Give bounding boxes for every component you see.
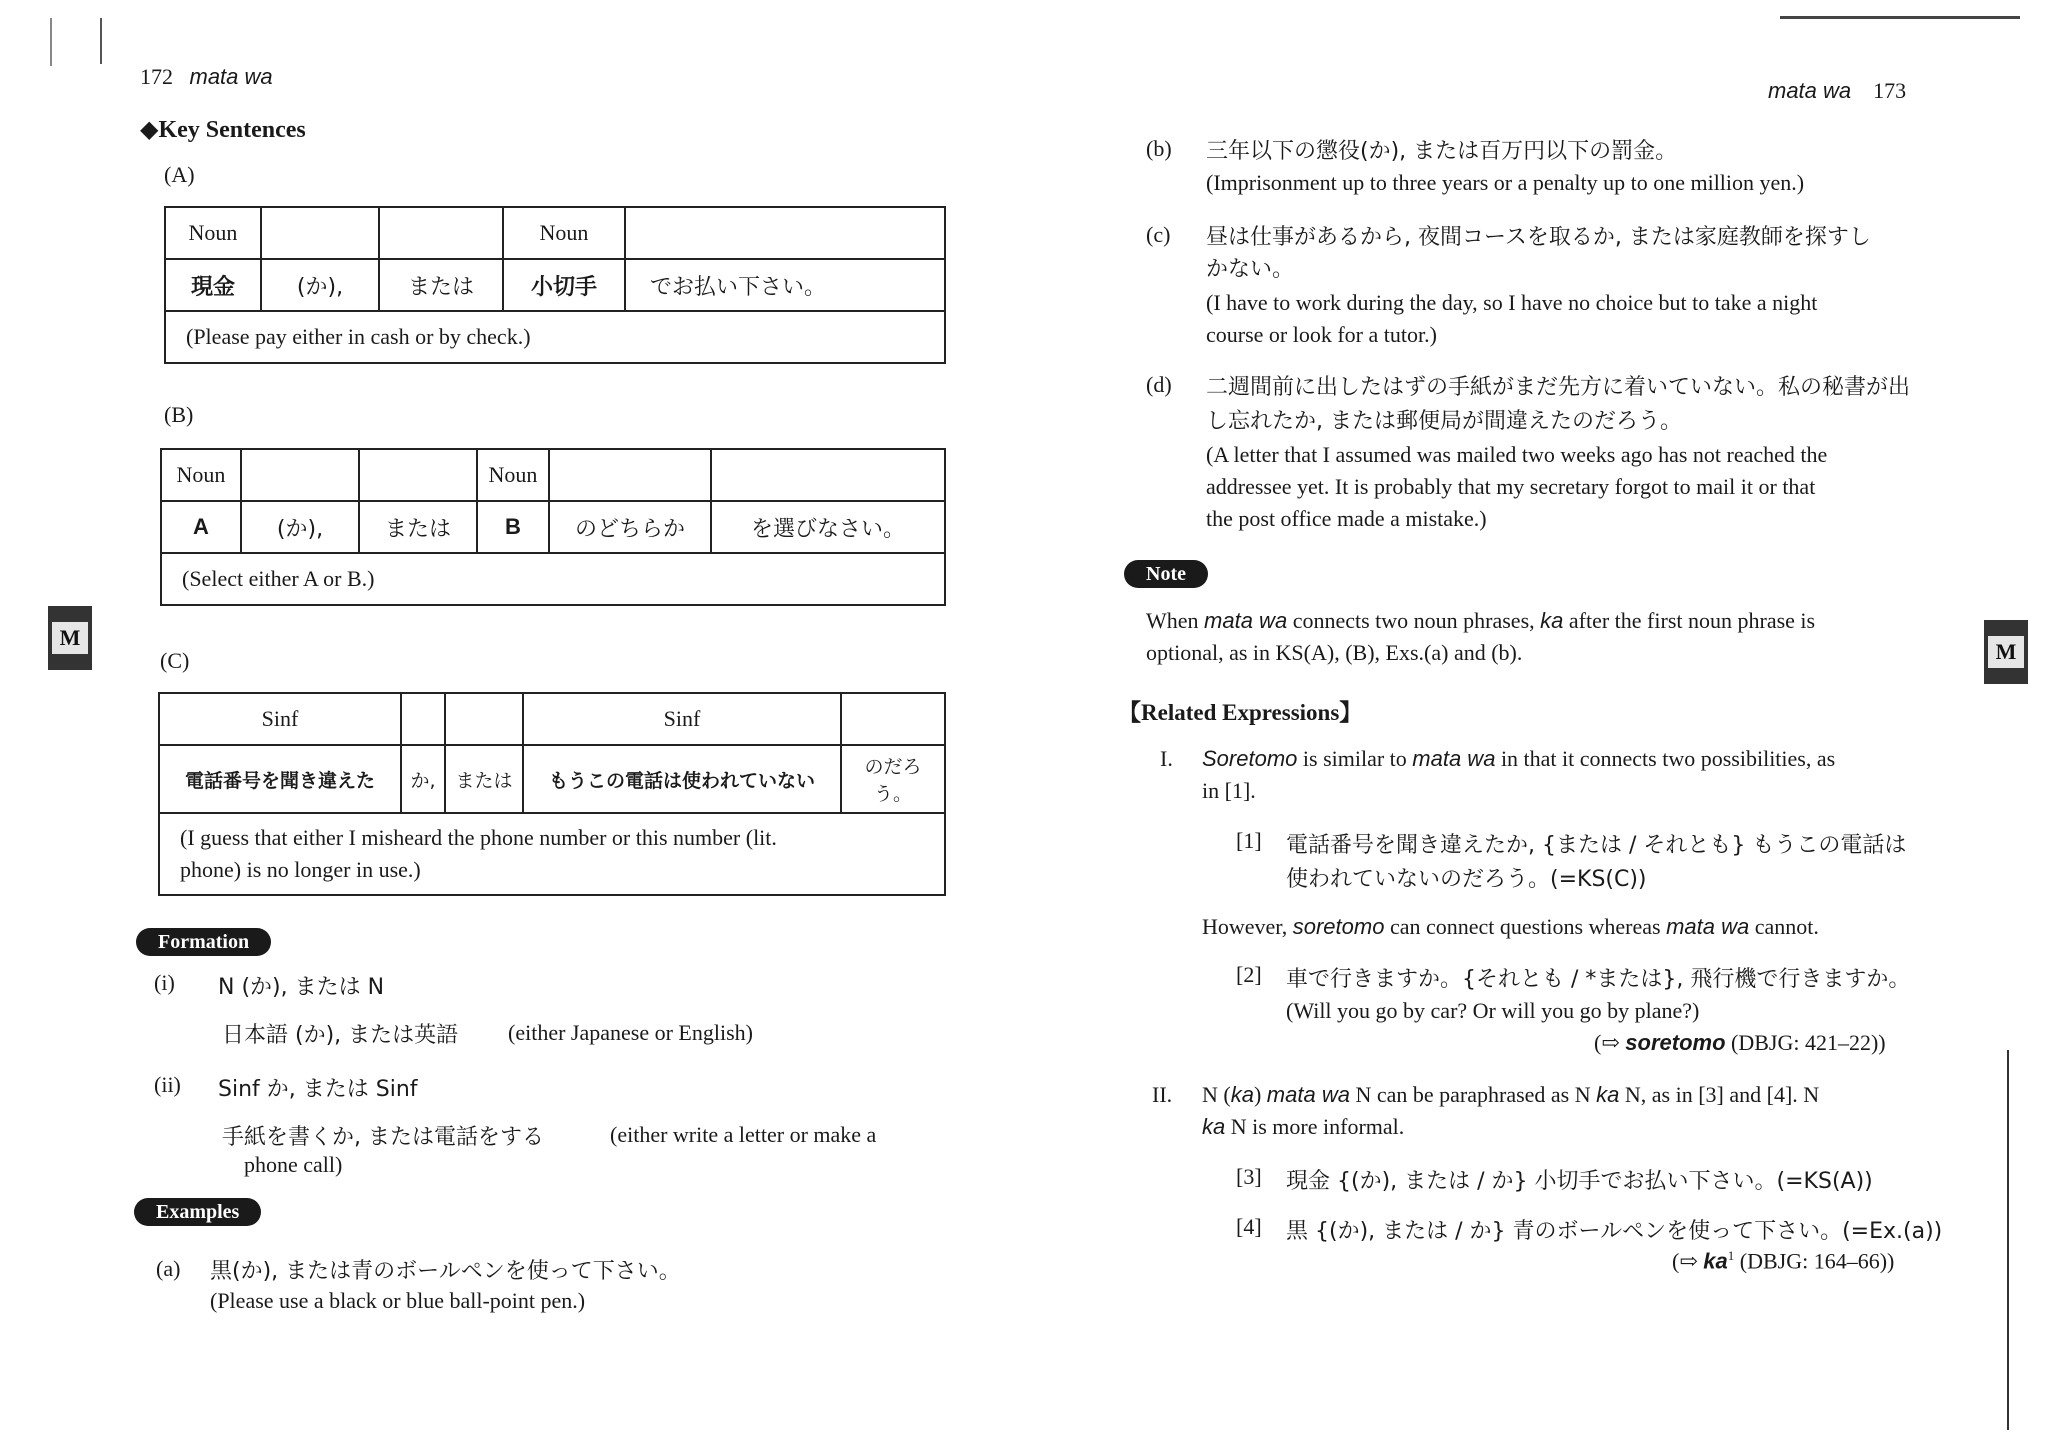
example-d-jp-2: し忘れたか, または郵便局が間違えたのだろう。 xyxy=(1206,409,1682,434)
example-c-jp-2: かない。 xyxy=(1206,257,1295,282)
formation-label: Formation xyxy=(136,928,271,956)
ks-a-table xyxy=(164,206,946,364)
reference-superscript: 1 xyxy=(1727,1248,1735,1263)
note-text: after the first noun phrase is xyxy=(1563,608,1816,633)
related-ex4-number: [4] xyxy=(1236,1214,1262,1239)
table-cell: (か), xyxy=(261,259,379,311)
table-cell: のどちらか xyxy=(549,501,711,553)
scan-artifact xyxy=(1780,16,2020,19)
related-term: mata wa xyxy=(1666,914,1750,939)
scan-artifact xyxy=(100,18,102,64)
example-d-en-2: addressee yet. It is probably that my secretary forgot to mail it or that xyxy=(1206,474,1816,499)
note-label: Note xyxy=(1124,560,1208,588)
table-cell xyxy=(379,207,503,259)
formation-i-number: (i) xyxy=(154,970,175,995)
table-cell: でお払い下さい。 xyxy=(625,259,945,311)
example-a-jp: 黒(か), または青のボールペンを使って下さい。 xyxy=(210,1259,681,1284)
example-a-en: (Please use a black or blue ball-point pen.) xyxy=(210,1288,586,1313)
example-c-en-2: course or look for a tutor.) xyxy=(1206,322,1437,347)
table-cell: Noun xyxy=(503,207,625,259)
table-cell xyxy=(445,693,523,745)
note-text: When xyxy=(1146,608,1205,633)
related-term: ka xyxy=(1202,1114,1226,1139)
reference-term: ka xyxy=(1703,1248,1728,1274)
example-d-en-1: (A letter that I assumed was mailed two weeks ago has not reached the xyxy=(1206,442,1828,467)
table-cell xyxy=(401,693,445,745)
related-text: N ( xyxy=(1202,1082,1231,1107)
related-text: can connect questions whereas xyxy=(1384,914,1667,939)
section-tab-m xyxy=(1984,620,2028,684)
reference-arrow: (⇨ xyxy=(1594,1030,1620,1055)
scan-artifact xyxy=(2007,1050,2009,1430)
note-text: connects two noun phrases, xyxy=(1287,608,1541,633)
table-cell: または xyxy=(359,501,477,553)
related-text: is similar to xyxy=(1297,746,1413,771)
ks-c-translation-line1: (I guess that either I misheard the phone number or this number (lit. xyxy=(180,825,777,850)
right-page xyxy=(1040,0,2048,1434)
table-cell: Noun xyxy=(477,449,549,501)
table-cell xyxy=(711,449,945,501)
related-ex3-number: [3] xyxy=(1236,1164,1262,1189)
note-text-line2: optional, as in KS(A), (B), Exs.(a) and (b). xyxy=(1146,640,1523,665)
table-cell: 現金 xyxy=(165,259,261,311)
reference-term: soretomo xyxy=(1625,1030,1726,1055)
reference-arrow: (⇨ xyxy=(1672,1248,1698,1274)
related-ex1-number: [1] xyxy=(1236,828,1262,853)
table-cell: または xyxy=(445,745,523,813)
table-cell: または xyxy=(379,259,503,311)
related-term: Soretomo xyxy=(1202,746,1298,771)
table-cell: のだろう。 xyxy=(841,745,945,813)
page-header-left xyxy=(140,64,273,90)
examples-label: Examples xyxy=(134,1198,261,1226)
page-number: 173 xyxy=(1873,78,1907,103)
ks-c-label: (C) xyxy=(160,648,190,673)
page-number: 172 xyxy=(140,64,173,89)
related-text: N is more informal. xyxy=(1225,1114,1405,1139)
example-b-jp: 三年以下の懲役(か), または百万円以下の罰金。 xyxy=(1206,139,1678,164)
table-cell: Noun xyxy=(161,449,241,501)
table-cell: (か), xyxy=(241,501,359,553)
table-cell xyxy=(241,449,359,501)
example-b-en: (Imprisonment up to three years or a penalty up to one million yen.) xyxy=(1206,170,1805,195)
formation-i-example-en: (either Japanese or English) xyxy=(508,1020,753,1045)
scan-artifact xyxy=(50,18,52,66)
table-cell: もうこの電話は使われていない xyxy=(523,745,841,813)
related-text: ) xyxy=(1253,1082,1267,1107)
table-cell xyxy=(549,449,711,501)
related-i-line2: in [1]. xyxy=(1202,778,1256,803)
related-text: However, xyxy=(1202,914,1293,939)
section-tab-letter: M xyxy=(1988,636,2024,668)
ks-a-translation: (Please pay either in cash or by check.) xyxy=(165,311,945,363)
related-term: ka xyxy=(1230,1082,1254,1107)
related-text: N can be paraphrased as N xyxy=(1349,1082,1597,1107)
table-cell: を選びなさい。 xyxy=(711,501,945,553)
related-ii-line1 xyxy=(1202,1082,1819,1108)
related-text: in that it connects two possibilities, as xyxy=(1495,746,1836,771)
formation-i-pattern: N (か), または N xyxy=(218,975,385,1000)
related-expressions-heading: 【Related Expressions】 xyxy=(1118,700,1363,725)
related-i-line1 xyxy=(1202,746,1835,772)
related-ex1-jp-2: 使われていないのだろう。(=KS(C)) xyxy=(1286,867,1647,892)
table-cell: Noun xyxy=(165,207,261,259)
related-ex3-jp: 現金 {(か), または / か} 小切手でお払い下さい。(=KS(A)) xyxy=(1286,1169,1873,1194)
section-tab-m xyxy=(48,606,92,670)
ks-c-translation xyxy=(159,813,945,895)
page-header-right xyxy=(1768,78,1906,104)
note-text-italic: ka xyxy=(1540,608,1564,633)
related-ex1-jp: 電話番号を聞き違えたか, {または / それとも} もうこの電話は xyxy=(1286,833,1907,858)
table-cell xyxy=(625,207,945,259)
table-cell: か, xyxy=(401,745,445,813)
ks-a-label: (A) xyxy=(164,162,195,187)
related-ex2-en: (Will you go by car? Or will you go by plane?) xyxy=(1286,998,1700,1023)
related-ii-number: II. xyxy=(1152,1082,1173,1107)
example-d-en-3: the post office made a mistake.) xyxy=(1206,506,1487,531)
reference-text: (DBJG: 164–66)) xyxy=(1734,1248,1895,1274)
ks-b-translation: (Select either A or B.) xyxy=(161,553,945,605)
related-however xyxy=(1202,914,1819,940)
section-tab-letter: M xyxy=(52,622,88,654)
example-d-label: (d) xyxy=(1146,372,1172,397)
related-ex2-number: [2] xyxy=(1236,962,1262,987)
reference-text: (DBJG: 421–22)) xyxy=(1725,1030,1886,1055)
cross-reference-ka xyxy=(1672,1248,1894,1274)
related-term: ka xyxy=(1596,1082,1620,1107)
ks-c-translation-line2: phone) is no longer in use.) xyxy=(180,857,421,882)
formation-i-example-jp: 日本語 (か), または英語 xyxy=(222,1023,459,1048)
running-head: mata wa xyxy=(189,64,273,89)
table-cell xyxy=(261,207,379,259)
formation-ii-number: (ii) xyxy=(154,1072,181,1097)
left-page xyxy=(0,0,1000,1434)
formation-ii-example-jp: 手紙を書くか, または電話をする xyxy=(222,1125,544,1150)
related-term: soretomo xyxy=(1292,914,1385,939)
related-ex4-jp: 黒 {(か), または / か} 青のボールペンを使って下さい。(=Ex.(a)) xyxy=(1286,1219,1943,1244)
example-b-label: (b) xyxy=(1146,136,1172,161)
example-d-jp: 二週間前に出したはずの手紙がまだ先方に着いていない。私の秘書が出 xyxy=(1206,375,1911,400)
table-cell: Sinf xyxy=(159,693,401,745)
related-text: cannot. xyxy=(1749,914,1819,939)
ks-c-table xyxy=(158,692,946,896)
table-cell xyxy=(841,693,945,745)
table-cell: 小切手 xyxy=(503,259,625,311)
related-text: N, as in [3] and [4]. N xyxy=(1619,1082,1820,1107)
ks-b-table xyxy=(160,448,946,606)
cross-reference-soretomo xyxy=(1594,1030,1886,1056)
running-head: mata wa xyxy=(1768,78,1852,103)
ks-b-label: (B) xyxy=(164,402,194,427)
table-cell xyxy=(359,449,477,501)
table-cell: A xyxy=(161,501,241,553)
note-text-line1 xyxy=(1146,608,1815,634)
related-term: mata wa xyxy=(1412,746,1496,771)
example-c-en-1: (I have to work during the day, so I have no choice but to take a night xyxy=(1206,290,1818,315)
key-sentences-heading: ◆Key Sentences xyxy=(140,117,306,143)
related-term: mata wa xyxy=(1266,1082,1350,1107)
table-cell: 電話番号を聞き違えた xyxy=(159,745,401,813)
formation-ii-example-en-2: phone call) xyxy=(244,1152,343,1177)
example-c-label: (c) xyxy=(1146,222,1171,247)
table-cell: B xyxy=(477,501,549,553)
table-cell: Sinf xyxy=(523,693,841,745)
example-c-jp: 昼は仕事があるから, 夜間コースを取るか, または家庭教師を探すし xyxy=(1206,225,1871,250)
related-ii-line2 xyxy=(1202,1114,1404,1140)
note-text-italic: mata wa xyxy=(1204,608,1288,633)
related-ex2-jp: 車で行きますか。{それとも / *または}, 飛行機で行きますか。 xyxy=(1286,967,1911,992)
formation-ii-example-en-1: (either write a letter or make a xyxy=(610,1122,877,1147)
related-i-number: I. xyxy=(1160,746,1173,771)
example-a-label: (a) xyxy=(156,1256,181,1281)
formation-ii-pattern: Sinf か, または Sinf xyxy=(218,1077,418,1102)
